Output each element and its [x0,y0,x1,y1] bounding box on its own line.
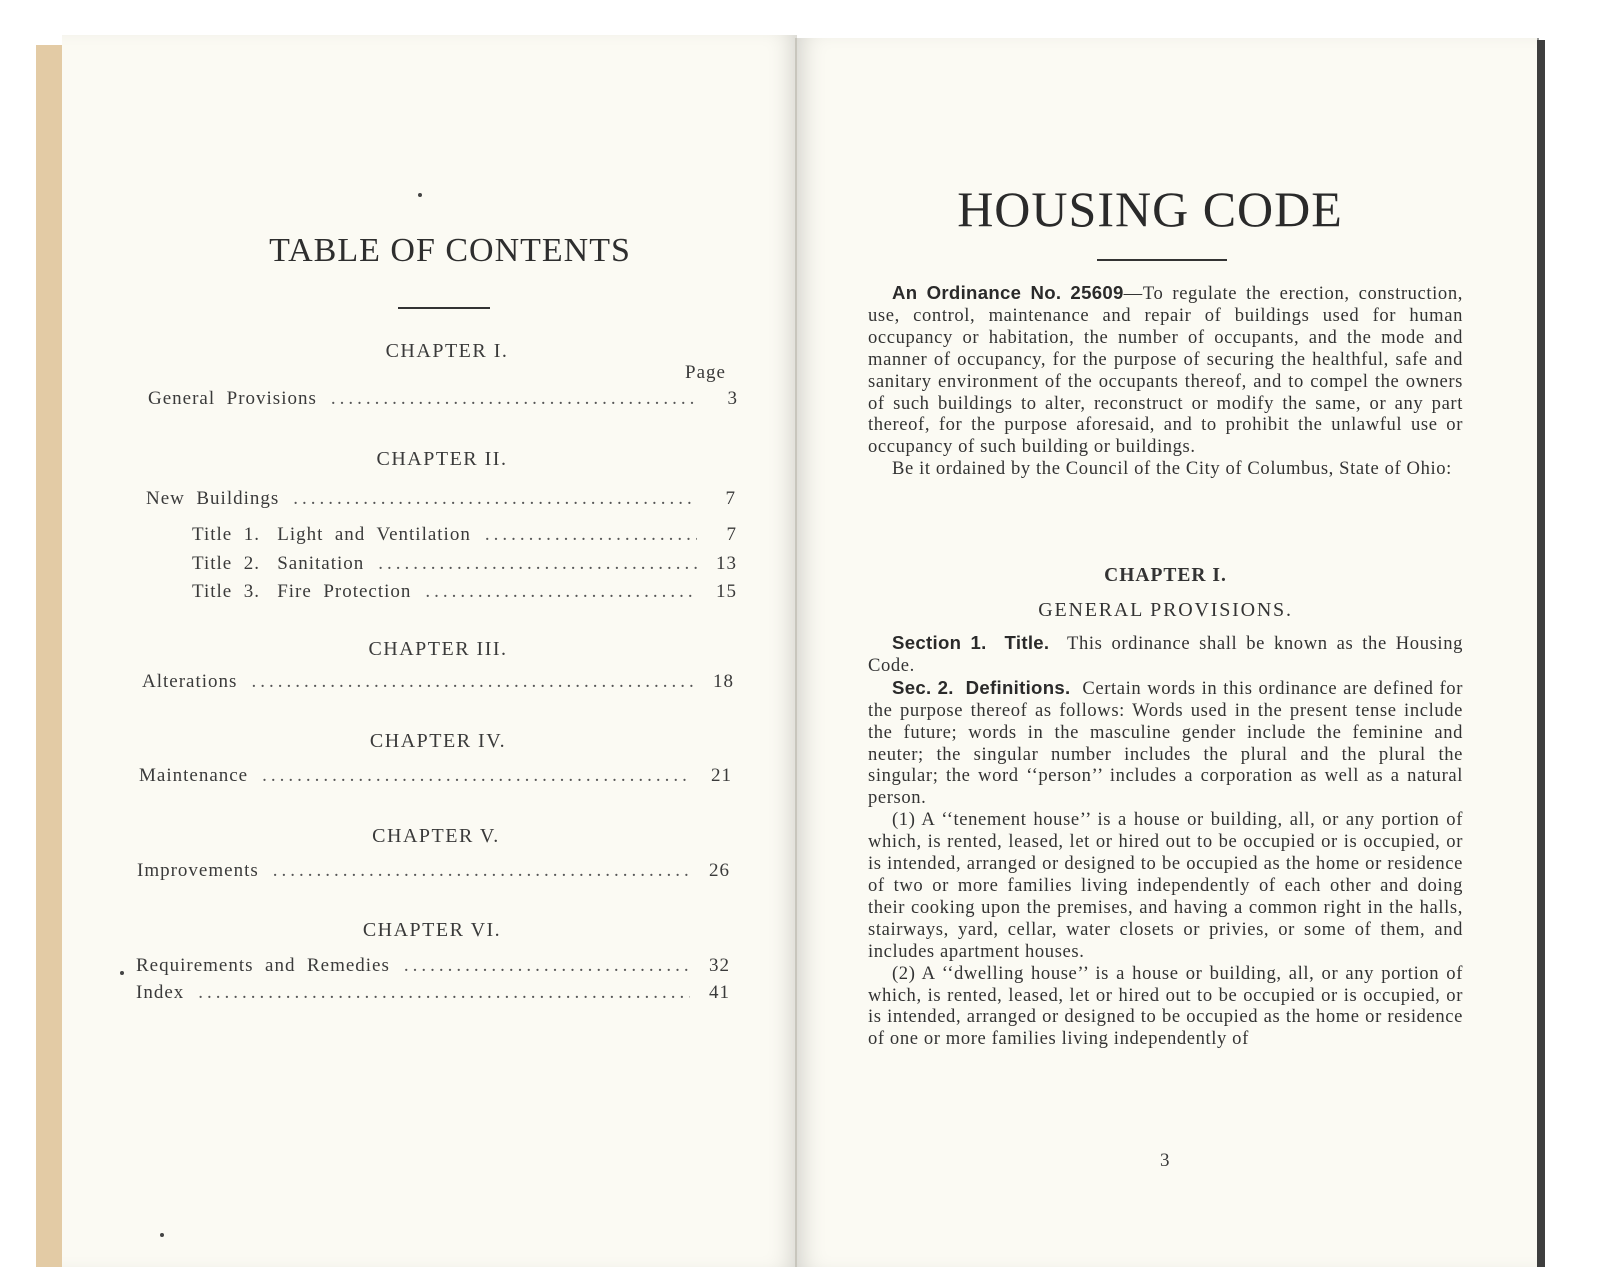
toc-entry-page: 7 [725,488,736,509]
leader-dots [198,982,690,1004]
chapter-heading-right: CHAPTER I. [1104,565,1227,586]
chapter-heading: CHAPTER IV. [369,730,507,752]
toc-title-rule [398,307,490,309]
leader-dots [331,388,698,410]
toc-entry-page: 3 [727,388,738,409]
ordinance-number: 25609 [1070,282,1124,303]
paper-speck [418,193,422,197]
leader-dots [251,671,694,693]
sections [868,632,1463,1050]
section2-title: Definitions. [965,676,1071,698]
toc-entry[interactable] [139,765,732,787]
housing-code-title-rule [1097,259,1227,261]
toc-entry-page: 32 [709,955,730,976]
toc-entry-label: General Provisions [148,388,317,409]
toc-entry-label: Title 3. Fire Protection [192,581,412,602]
toc-entry-label: New Buildings [146,488,280,509]
section2-text: Certain words in this ordinance are defined for the purpose thereof as follows: Words used in the present tense include the future; words in the masculine gender include the feminine and neuter; the singular number includes the plural and the plural the singular; the word ‘‘person’’ includes a corporation as well as a natural person. [868,677,1463,809]
toc-entry-label: Title 1. Light and Ventilation [192,524,471,545]
page-number: 3 [1160,1150,1170,1171]
definition-dwelling-house: (2) A ‘‘dwelling house’’ is a house or building, all, or any portion of which, is rented, leased, let or hired out to be occupied or is occupied, or is intended, arranged or designed to be occupied as the home or residence of one or more families living independently of [868,962,1463,1050]
toc-entry[interactable] [146,488,736,510]
toc-entry[interactable] [136,982,730,1004]
paper-speck [120,971,124,975]
leader-dots [404,955,690,977]
toc-entry-label: Title 2. Sanitation [192,553,365,574]
toc-entry-page: 18 [713,671,734,692]
ordinance-text: —To regulate the erection, construction, use, control, maintenance and repair of buildings used for human occupancy or habitation, the number of occupants, and the mode and manner of occupancy, for the purpose of securing the healthful, safe and sanitary environment of the occupants thereof, and to compel the owners of such buildings to alter, reconstruct or modify the same, or any part thereof, for the purpose aforesaid, and to prohibit the unlawful use or occupancy of such building or buildings. [868,283,1463,458]
toc-entry-label: Maintenance [139,765,249,786]
chapter-heading: CHAPTER VI. [362,919,502,941]
leader-dots [273,860,690,882]
toc-entry[interactable] [148,388,738,410]
toc-entry-label: Alterations [142,671,238,692]
section1-text: This ordinance shall be known as the Housing Code. [868,633,1463,676]
ordinance-label: An Ordinance No. [892,282,1062,303]
toc-title: TABLE OF CONTENTS [269,232,631,269]
toc-entry-page: 15 [716,581,737,602]
book-edge-right [1537,40,1545,1267]
toc-entry-page: 21 [711,765,732,786]
toc-entry[interactable] [192,524,737,546]
toc-entry-page: 41 [709,982,730,1003]
chapter-heading: CHAPTER III. [368,638,508,660]
toc-entry[interactable] [142,671,734,693]
section2-label: Sec. 2. [892,676,954,698]
leader-dots [378,553,697,575]
section1-label: Section 1. [892,632,987,653]
toc-entry-label: Index [136,982,185,1003]
ordinance-preamble [868,282,1463,480]
toc-entry-page: 13 [716,553,737,574]
toc-entry-page: 7 [726,524,737,545]
paper-speck [160,1233,164,1237]
chapter-heading: CHAPTER V. [372,825,500,847]
toc-entry[interactable] [192,581,737,603]
leader-dots [485,524,697,546]
section1-title: Title. [1004,632,1050,653]
page-column-label: Page [685,362,726,383]
definition-tenement-house: (1) A ‘‘tenement house’’ is a house or building, all, or any portion of which, is rented, leased, let or hired out to be occupied or is occupied, or is intended, arranged or designed to be occupied as the home or residence of two or more families living independently of each other and doing their cooking upon the premises, and having a common right in the halls, stairways, yard, cellar, water closets or privies, or some of them, and includes apartment houses. [868,809,1463,962]
leader-dots [425,581,697,603]
toc-entry[interactable] [192,553,737,575]
toc-entry-label: Requirements and Remedies [136,955,390,976]
toc-entry-page: 26 [709,860,730,881]
housing-code-title: HOUSING CODE [957,181,1343,237]
chapter-heading: CHAPTER II. [376,448,508,470]
toc-entry[interactable] [137,860,730,882]
leader-dots [262,765,692,787]
leader-dots [293,488,696,510]
toc-entry-label: Improvements [137,860,259,881]
chapter-subtitle: GENERAL PROVISIONS. [1038,599,1293,621]
chapter-heading: CHAPTER I. [385,340,509,362]
toc-entry[interactable] [136,955,730,977]
enacting-clause: Be it ordained by the Council of the City of Columbus, State of Ohio: [892,458,1452,480]
